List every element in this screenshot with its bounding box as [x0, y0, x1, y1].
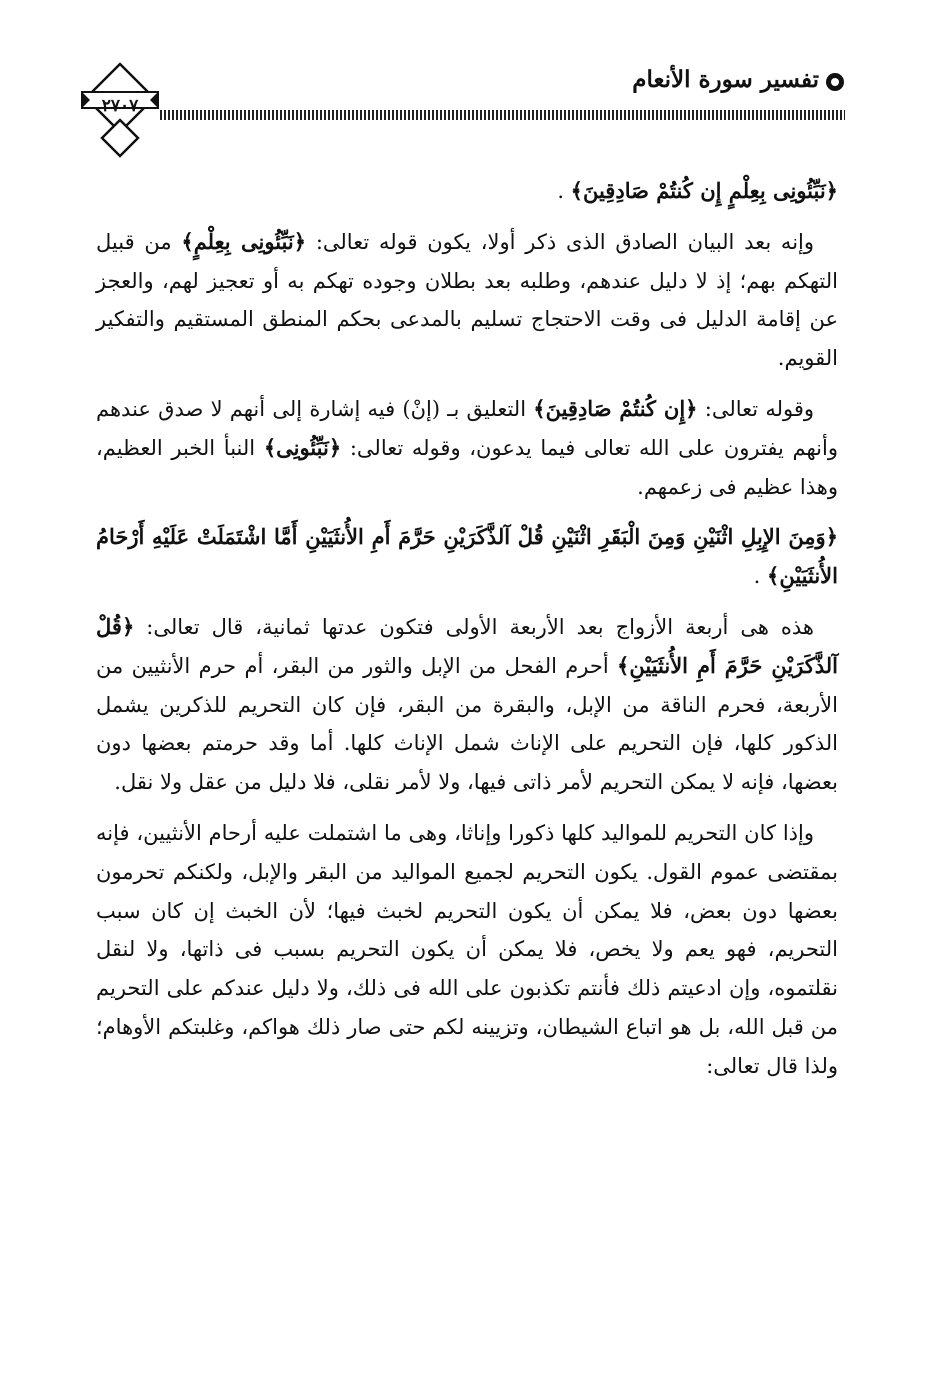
paragraph-text: .	[753, 564, 768, 589]
page-header	[80, 60, 845, 160]
paragraph-text: أحرم الفحل من الإبل والثور من البقر، أم حرم الأنثيين من الأربعة، فحرم الناقة من الإبل، والبقرة من البقر، فإن كان التحريم للذكرين يشمل الذكور كلها، فإن التحريم على الإناث شمل الإناث كلها. أما وقد حرمتم بعضها دون بعضها، فإنه لا يمكن التحريم لأمر ذاتى فيها، ولا لأمر نقلى، فلا دليل من عقل ولا نقل.	[96, 653, 838, 795]
quran-verse: ﴿قُلْ آلذَّكَرَيْنِ حَرَّمَ أَمِ الأُنثَيَيْنِ﴾	[96, 613, 839, 678]
paragraph-p6	[96, 814, 838, 1086]
paragraph-text: من قبيل التهكم بهم؛ إذ لا دليل عندهم، وطلبه بعد بطلان وجوده تهكم به أو تعجيز لهم، والعجز عن إقامة الدليل فى وقت الاحتجاج تسليم بالمدعى بحكم المنطق المستقيم والتفكير القويم.	[96, 229, 838, 371]
quran-verse: ﴿نَبِّئُونِى بِعِلْمٍ إِن كُنتُمْ صَادِقِينَ﴾	[570, 178, 838, 203]
paragraph-text: وإنه بعد البيان الصادق الذى ذكر أولا، يكون قوله تعالى:	[306, 229, 815, 254]
paragraph-text: وقوله تعالى:	[697, 396, 815, 421]
paragraph-text: هذه هى أربعة الأزواج بعد الأربعة الأولى فتكون عدتها ثمانية، قال تعالى:	[134, 614, 814, 639]
paragraph-p5	[96, 608, 838, 802]
ornament-icon	[825, 72, 845, 92]
paragraph-p1	[96, 172, 838, 211]
paragraph-text: التعليق بـ (إنْ) فيه إشارة إلى أنهم لا صدق عندهم وأنهم يفترون على الله تعالى فيما يدعون، وقوله تعالى:	[96, 396, 838, 460]
quran-verse: ﴿إِن كُنتُمْ صَادِقِينَ﴾	[533, 395, 698, 421]
paragraph-p4	[96, 518, 838, 596]
quran-verse: ﴿نَبِّئُونِى﴾	[263, 434, 342, 460]
quran-verse: ﴿وَمِنَ الإِبِلِ اثْنَيْنِ وَمِنَ الْبَقَرِ اثْنَيْنِ قُلْ آلذَّكَرَيْنِ حَرَّمَ أَمِ الأُنثَيَيْنِ أَمَّا اشْتَمَلَتْ عَلَيْهِ أَرْحَامُ الأُنثَيَيْنِ﴾	[96, 524, 838, 589]
page-header-title: تفسير سورة الأنعام	[632, 66, 819, 93]
page-number: ٢٧٠٧	[101, 96, 139, 116]
paragraph-text: وإذا كان التحريم للمواليد كلها ذكورا وإناثا، وهى ما اشتملت عليه أرحام الأنثيين، فإنه بمقتضى عموم القول. يكون التحريم لجميع المواليد من البقر والإبل، ولكنكم تحرمون بعضها دون بعض، فلا يمكن أن يكون التحريم لخبث فيها؛ لأن الخبث إن كان سبب التحريم، فهو يعم ولا يخص، فلا يمكن أن يكون التحريم بسبب فى ذاتها، ولا لنقل نقلتموه، وإن ادعيتم ذلك فأنتم تكذبون على الله فى ذلك، ولا دليل عندكم على التحريم من قبل الله، بل هو اتباع الشيطان، وتزيينه لكم حتى صار ذلك هواكم، وغلبتكم الأوهام؛ ولذا قال تعالى:	[96, 820, 838, 1078]
paragraph-text: .	[557, 179, 571, 203]
header-rule	[160, 110, 845, 120]
page-number-badge	[80, 60, 160, 160]
paragraph-p2	[96, 223, 838, 378]
quran-verse: ﴿نَبِّئُونِى بِعِلْمٍ﴾	[181, 228, 307, 254]
article-body	[96, 172, 838, 1098]
paragraph-p3	[96, 390, 838, 506]
paragraph-text: النبأ الخبر العظيم، وهذا عظيم فى زعمهم.	[96, 435, 838, 499]
